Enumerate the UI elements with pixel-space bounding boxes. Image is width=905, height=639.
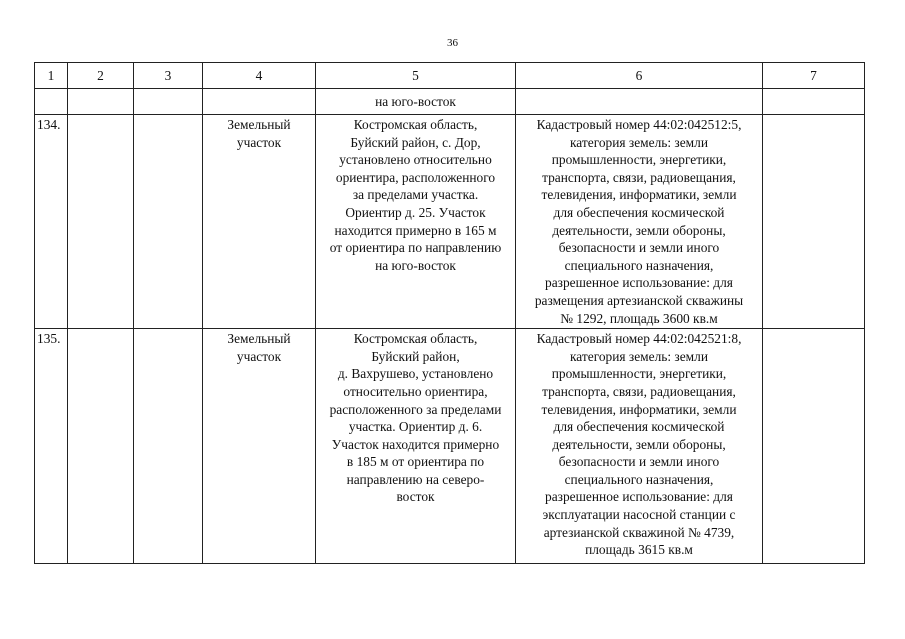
header-cell: 6 <box>516 63 763 89</box>
table-cell <box>516 89 763 115</box>
table-cell <box>763 89 865 115</box>
header-cell: 7 <box>763 63 865 89</box>
location-cell: Костромская область, Буйский район, д. Вахрушево, установлено относительно ориентира, расположенного за пределами участка. Ориентир д. 6. Участок находится примерно в 185 м от ориентира по направлению на северо- восток <box>316 329 516 564</box>
page-number: 36 <box>447 37 458 49</box>
table-row <box>35 329 865 564</box>
location-cell: Костромская область, Буйский район, с. Дор, установлено относительно ориентира, расположенного за пределами участка. Ориентир д. 25. Участок находится примерно в 165 м от ориентира по направлению на юго-восток <box>316 115 516 329</box>
header-cell: 1 <box>35 63 68 89</box>
table-header-row <box>35 63 865 89</box>
table-cell <box>134 115 203 329</box>
table-cell <box>203 89 316 115</box>
header-cell: 3 <box>134 63 203 89</box>
table-cell <box>763 115 865 329</box>
land-plots-table <box>34 62 865 564</box>
table-cell <box>68 89 134 115</box>
table-cell <box>134 89 203 115</box>
table-row <box>35 115 865 329</box>
details-cell: Кадастровый номер 44:02:042512:5, категория земель: земли промышленности, энергетики, транспорта, связи, радиовещания, телевидения, информатики, земли для обеспечения космической деятельности, земли обороны, безопасности и земли иного специального назначения, разрешенное использование: для размещения артезианской скважины № 1292, площадь 3600 кв.м <box>516 115 763 329</box>
table-cell <box>68 115 134 329</box>
object-type-cell: Земельный участок <box>203 115 316 329</box>
row-number: 135. <box>35 329 68 564</box>
header-cell: 2 <box>68 63 134 89</box>
table-cell <box>134 329 203 564</box>
header-cell: 4 <box>203 63 316 89</box>
table-cell <box>763 329 865 564</box>
continuation-row <box>35 89 865 115</box>
header-cell: 5 <box>316 63 516 89</box>
object-type-cell: Земельный участок <box>203 329 316 564</box>
details-cell: Кадастровый номер 44:02:042521:8, категория земель: земли промышленности, энергетики, транспорта, связи, радиовещания, телевидения, информатики, земли для обеспечения космической деятельности, земли обороны, безопасности и земли иного специального назначения, разрешенное использование: для эксплуатации насосной станции с артезианской скважиной № 4739, площадь 3615 кв.м <box>516 329 763 564</box>
row-number: 134. <box>35 115 68 329</box>
table-cell <box>35 89 68 115</box>
table-cell <box>68 329 134 564</box>
location-cell: на юго-восток <box>316 89 516 115</box>
